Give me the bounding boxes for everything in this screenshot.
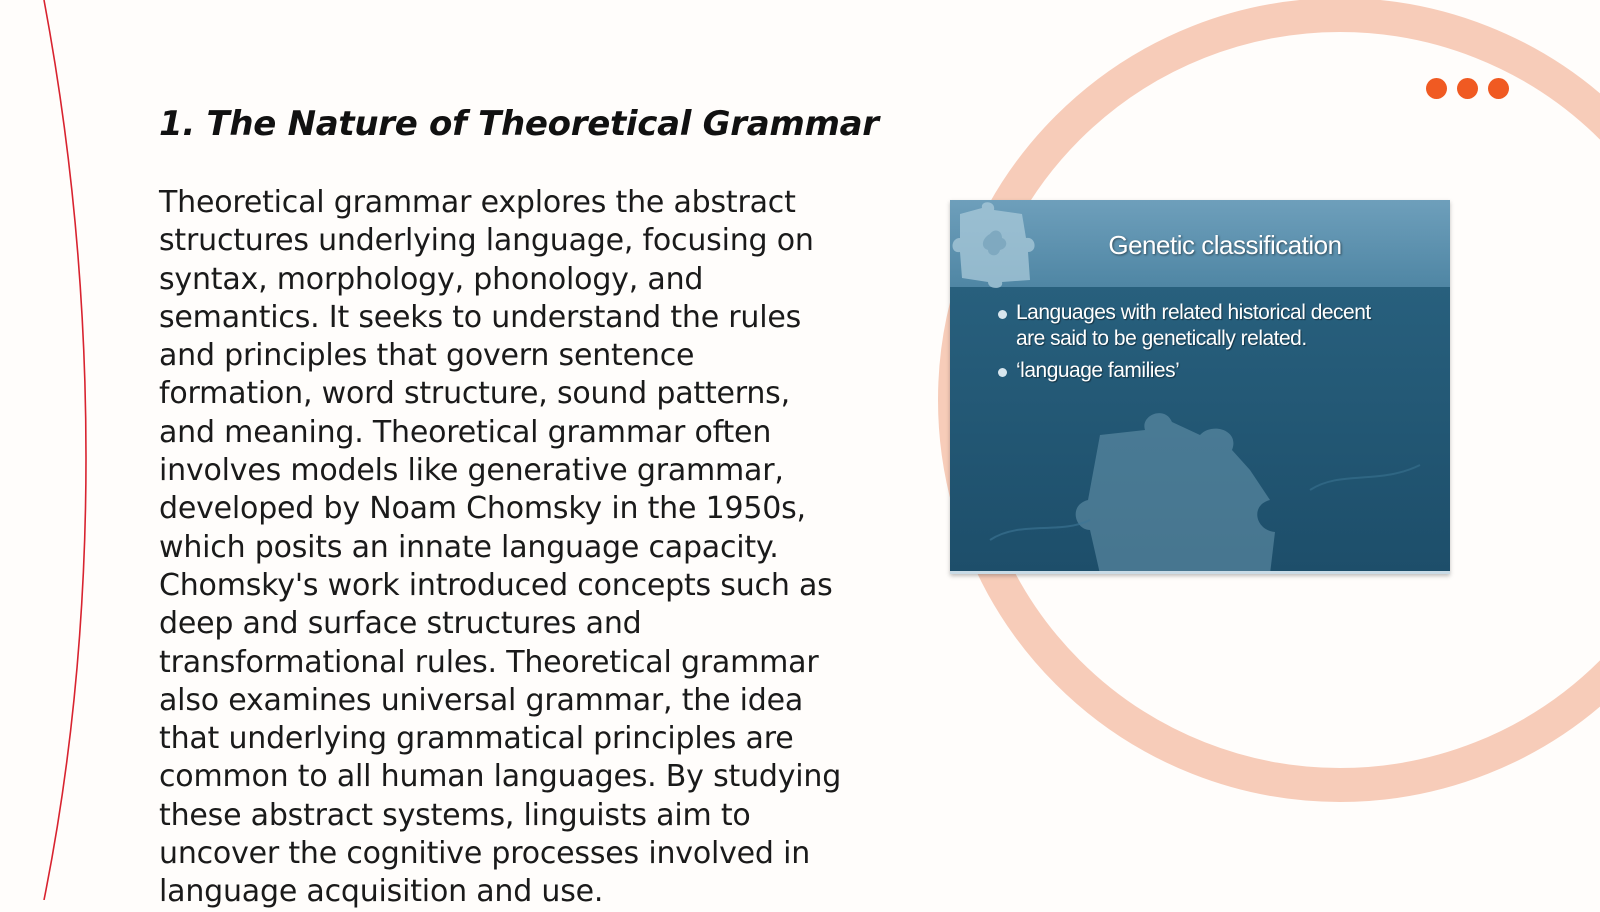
body-paragraph: Theoretical grammar explores the abstract structures underlying language, focusing on syntax, morphology, phonology, and semantics. It seeks to understand the rules and principles that govern sentence formation, word structure, sound patterns, and meaning. Theoretical grammar often involves models like generative grammar, developed by Noam Chomsky in the 1950s, which posits an innate language capacity. Chomsky's work introduced concepts such as deep and surface structures and transformational rules. Theoretical grammar also examines universal grammar, the idea that underlying grammatical principles are common to all human languages. By studying these abstract systems, linguists aim to uncover the cognitive processes involved in language acquisition and use. [159, 185, 842, 910]
list-item [998, 358, 1398, 384]
bullet-icon [998, 310, 1007, 319]
left-red-curve [44, 0, 86, 900]
page-title: 1. The Nature of Theoretical Grammar [159, 104, 879, 144]
list-item [998, 300, 1398, 352]
dot-icon [1488, 78, 1509, 99]
bullet-icon [998, 368, 1007, 377]
slide-title: Genetic classification [1108, 230, 1342, 260]
puzzle-piece-icon [952, 202, 1038, 288]
embedded-slide-image [950, 200, 1450, 574]
slide-bullet-list [998, 300, 1398, 390]
bullet-text: ‘language families’ [1016, 359, 1180, 382]
decorative-dots [1426, 78, 1509, 99]
dot-icon [1457, 78, 1478, 99]
dot-icon [1426, 78, 1447, 99]
bullet-text: Languages with related historical decent are said to be genetically related. [1016, 301, 1371, 350]
